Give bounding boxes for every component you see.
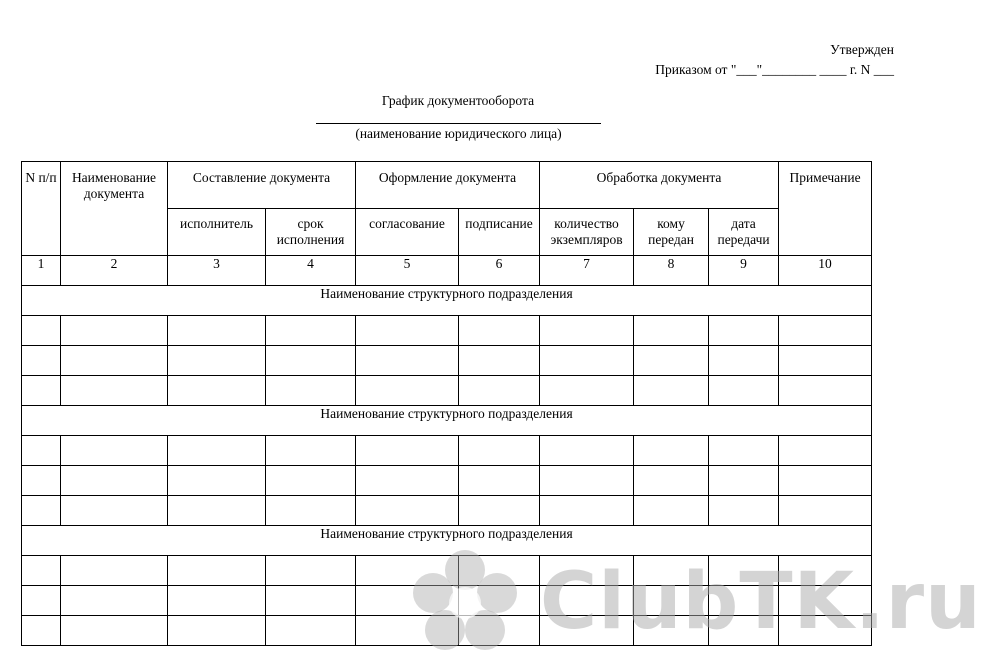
cell[interactable] (634, 466, 709, 496)
cell[interactable] (168, 586, 266, 616)
cell[interactable] (356, 586, 459, 616)
header-copies: количество экземпляров (540, 209, 634, 256)
cell[interactable] (266, 436, 356, 466)
cell[interactable] (61, 466, 168, 496)
cell[interactable] (61, 496, 168, 526)
column-number: 7 (540, 256, 634, 286)
cell[interactable] (22, 616, 61, 646)
document-flow-table (21, 161, 872, 646)
cell[interactable] (540, 556, 634, 586)
cell[interactable] (22, 316, 61, 346)
cell[interactable] (22, 496, 61, 526)
cell[interactable] (634, 436, 709, 466)
header-execute: Оформление документа (356, 162, 540, 209)
cell[interactable] (61, 436, 168, 466)
cell[interactable] (540, 496, 634, 526)
column-number: 5 (356, 256, 459, 286)
header-row-1 (22, 162, 872, 209)
cell[interactable] (779, 436, 872, 466)
cell[interactable] (22, 436, 61, 466)
cell[interactable] (61, 586, 168, 616)
column-number: 2 (61, 256, 168, 286)
organization-caption: (наименование юридического лица) (355, 126, 562, 141)
cell[interactable] (540, 346, 634, 376)
cell[interactable] (634, 616, 709, 646)
cell[interactable] (266, 376, 356, 406)
cell[interactable] (459, 556, 540, 586)
cell[interactable] (459, 316, 540, 346)
cell[interactable] (266, 496, 356, 526)
table-row (22, 586, 872, 616)
cell[interactable] (634, 586, 709, 616)
cell[interactable] (540, 466, 634, 496)
cell[interactable] (709, 316, 779, 346)
approval-block (655, 40, 894, 80)
cell[interactable] (356, 616, 459, 646)
cell[interactable] (459, 466, 540, 496)
cell[interactable] (266, 466, 356, 496)
cell[interactable] (266, 556, 356, 586)
watermark-text: ClubTK.ru (540, 557, 982, 647)
table-row (22, 466, 872, 496)
cell[interactable] (709, 616, 779, 646)
cell[interactable] (459, 616, 540, 646)
header-approval: согласование (356, 209, 459, 256)
table-row (22, 556, 872, 586)
cell[interactable] (634, 556, 709, 586)
column-number: 1 (22, 256, 61, 286)
cell[interactable] (779, 616, 872, 646)
column-number: 6 (459, 256, 540, 286)
cell[interactable] (168, 496, 266, 526)
table-row (22, 346, 872, 376)
cell[interactable] (61, 316, 168, 346)
table-row (22, 376, 872, 406)
cell[interactable] (709, 496, 779, 526)
cell[interactable] (709, 466, 779, 496)
cell[interactable] (779, 346, 872, 376)
column-number: 3 (168, 256, 266, 286)
cell[interactable] (779, 556, 872, 586)
table-row (22, 316, 872, 346)
cell[interactable] (709, 556, 779, 586)
cell[interactable] (459, 346, 540, 376)
cell[interactable] (356, 376, 459, 406)
cell[interactable] (22, 376, 61, 406)
cell[interactable] (356, 556, 459, 586)
cell[interactable] (61, 616, 168, 646)
cell[interactable] (634, 496, 709, 526)
cell[interactable] (266, 586, 356, 616)
cell[interactable] (168, 466, 266, 496)
cell[interactable] (709, 586, 779, 616)
cell[interactable] (459, 436, 540, 466)
cell[interactable] (22, 586, 61, 616)
approval-order-line: Приказом от "___"________ ____ г. N ___ (655, 62, 894, 77)
cell[interactable] (779, 496, 872, 526)
cell[interactable] (634, 346, 709, 376)
organization-name-line (316, 113, 601, 124)
section-row (22, 526, 872, 556)
cell[interactable] (168, 346, 266, 376)
cell[interactable] (22, 346, 61, 376)
table-row (22, 436, 872, 466)
header-to-whom: кому передан (634, 209, 709, 256)
header-signing: подписание (459, 209, 540, 256)
cell[interactable] (356, 496, 459, 526)
cell[interactable] (356, 436, 459, 466)
header-num: N п/п (22, 162, 61, 256)
cell[interactable] (168, 616, 266, 646)
cell[interactable] (22, 556, 61, 586)
cell[interactable] (356, 346, 459, 376)
header-compose: Составление документа (168, 162, 356, 209)
cell[interactable] (168, 556, 266, 586)
cell[interactable] (779, 586, 872, 616)
column-number: 9 (709, 256, 779, 286)
document-title: График документооборота (381, 93, 535, 108)
column-number-row (22, 256, 872, 286)
section-row (22, 286, 872, 316)
cell[interactable] (168, 436, 266, 466)
cell[interactable] (266, 316, 356, 346)
section-title: Наименование структурного подразделения (22, 526, 872, 556)
cell[interactable] (540, 376, 634, 406)
section-row (22, 406, 872, 436)
cell[interactable] (634, 316, 709, 346)
column-number: 10 (779, 256, 872, 286)
header-executor: исполнитель (168, 209, 266, 256)
header-note: Примечание (779, 162, 872, 256)
cell[interactable] (779, 466, 872, 496)
cell[interactable] (266, 616, 356, 646)
cell[interactable] (459, 496, 540, 526)
cell[interactable] (266, 346, 356, 376)
approval-title: Утвержден (830, 42, 894, 57)
cell[interactable] (540, 436, 634, 466)
cell[interactable] (634, 376, 709, 406)
cell[interactable] (459, 376, 540, 406)
table-row (22, 616, 872, 646)
cell[interactable] (540, 316, 634, 346)
cell[interactable] (779, 376, 872, 406)
column-number: 4 (266, 256, 356, 286)
cell[interactable] (61, 556, 168, 586)
cell[interactable] (356, 316, 459, 346)
cell[interactable] (709, 346, 779, 376)
table-row (22, 496, 872, 526)
column-number: 8 (634, 256, 709, 286)
cell[interactable] (709, 376, 779, 406)
cell[interactable] (168, 376, 266, 406)
cell[interactable] (22, 466, 61, 496)
header-date: дата передачи (709, 209, 779, 256)
cell[interactable] (779, 316, 872, 346)
cell[interactable] (459, 586, 540, 616)
cell[interactable] (709, 436, 779, 466)
section-title: Наименование структурного подразделения (22, 406, 872, 436)
cell[interactable] (356, 466, 459, 496)
cell[interactable] (61, 376, 168, 406)
header-process: Обработка документа (540, 162, 779, 209)
section-title: Наименование структурного подразделения (22, 286, 872, 316)
cell[interactable] (540, 586, 634, 616)
header-doc-name: Наименование документа (61, 162, 168, 256)
cell[interactable] (168, 316, 266, 346)
cell[interactable] (540, 616, 634, 646)
cell[interactable] (61, 346, 168, 376)
header-deadline: срок исполнения (266, 209, 356, 256)
